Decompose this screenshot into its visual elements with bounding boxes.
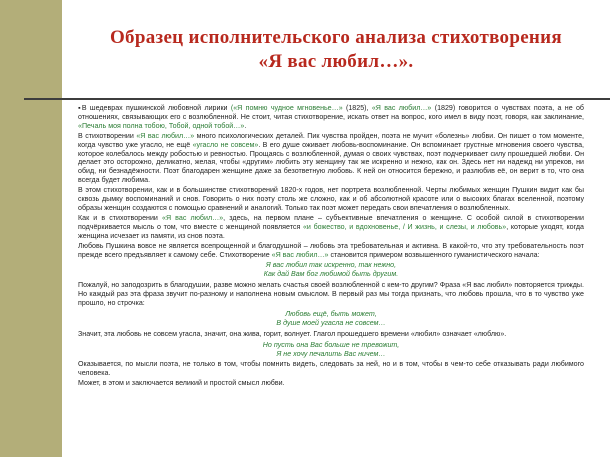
paragraph (78, 242, 584, 260)
text-run: В этом стихотворении, как и в большинстве стихотворений 1820-х годов, нет портрета возлюбленной. Черты любимых женщин Пушкин видит как бы сквозь дымку воспоминаний и снов. Говорить о них поэту столь же сложно, как и об абсолютной красоте или о высоких благах вселенной, поэтому образы женщин создаются с помощью сравнений и аналогий. Только так поэт может передать свои впечатления о возлюбленных. (78, 186, 584, 212)
quote-line: Но пусть она Вас больше не тревожит, (262, 340, 400, 349)
text-run: ▪В шедеврах пушкинской любовной лирики (78, 104, 231, 112)
text-run: Пожалуй, но заподозрить в благодушии, разве можно желать счастья своей возлюбленной с кем-то другим? Фраза «Я вас любил» повторяется трижды. Но каждый раз эта фраза звучит по-разному и наполнена новым смыслом. В первый раз мы тогда признать, что любовь прошла, что в то чувство уже прошло, но строчка: (78, 281, 584, 308)
text-run: , здесь, на первом плане – субъективные впечатления о женщине. С особой силой в стихотворении подчёркивается мысль о том, что вместе с женщиной появляется (78, 213, 584, 231)
quote-line: Как дай Вам бог любимой быть другим. (263, 270, 399, 279)
paragraph (78, 104, 584, 131)
quote-line: Я не хочу печалить Вас ничем… (276, 349, 386, 358)
text-run: , которые уходят, когда женщина исчезает из памяти, из снов поэта. (78, 222, 584, 240)
slide-title (72, 26, 600, 74)
title-divider (24, 98, 610, 100)
quoted-phrase: «Я вас любил…» (162, 213, 224, 222)
text-run: (1829) говорится о чувствах поэта, а не об отношениях, связывающих его с возлюбленной. Не стоит, читая стихотворение, искать ответ на вопрос, кого имел в виду поэт, говоря, как заклинание, (78, 104, 584, 121)
text-run: Оказывается, по мысли поэта, не только в том, чтобы помнить видеть, следовать за ней, но и в том, чтобы в чем-то себе отказывать ради любимого человека. (78, 360, 584, 378)
text-run: становится примером возвышенного гуманистического начала: (328, 250, 540, 259)
text-run: Значит, эта любовь не совсем угасла, значит, она жива, горит, волнует. Глагол прошедшего времени «любил» означает «люблю». (78, 329, 507, 338)
text-run: Любовь Пушкина вовсе не является всепрощенной и благодушной – любовь эта требовательная и активна. В какой-то, что эту требовательность поэт прежде всего предъявляет к самому себе. Стихотворение (78, 241, 584, 259)
text-run: много психологических деталей. Пик чувства пройден, поэта не мучит «болезнь» любви. Он пишет о том моменте, когда чувство уже угасло, не ещё (78, 131, 584, 149)
quote-line: Я вас любил так искренно, так нежно, (265, 261, 397, 270)
analysis-text (78, 104, 584, 389)
title-line-1: Образец исполнительского анализа стихотворения (109, 27, 563, 48)
poem-quote (78, 310, 584, 328)
quoted-phrase: «Я вас любил…» (136, 131, 195, 140)
quoted-phrase: «угасло не совсем» (192, 140, 259, 149)
text-run: Как и в стихотворении (78, 213, 162, 222)
quoted-phrase: «и божество, и вдохновенье, / И жизнь, и слезы, и любовь» (302, 222, 507, 231)
paragraph (78, 330, 584, 339)
quoted-phrase: «Печаль моя полна тобою, Тобой, одной тобой…» (78, 121, 245, 130)
text-run: (1825), (342, 104, 372, 112)
quoted-phrase: «Я вас любил…» (271, 250, 329, 259)
quoted-phrase: «Я вас любил…» (371, 104, 432, 112)
poem-quote (78, 341, 584, 359)
poem-quote (78, 261, 584, 279)
paragraph (78, 214, 584, 241)
quote-line: Любовь ещё, быть может, (285, 309, 377, 318)
side-accent-bar (0, 0, 62, 457)
title-line-2: «Я вас любил…». (258, 51, 414, 72)
paragraph (78, 281, 584, 308)
quote-line: В душе моей угасла не совсем… (276, 318, 386, 327)
text-run: Может, в этом и заключается великий и простой смысл любви. (78, 379, 285, 388)
paragraph (78, 360, 584, 378)
text-run: В стихотворении (78, 131, 137, 140)
paragraph (78, 379, 584, 388)
paragraph (78, 186, 584, 213)
paragraph (78, 132, 584, 185)
quoted-phrase: («Я помню чудное мгновенье…» (230, 104, 343, 112)
text-run: . В его душе оживает любовь-воспоминание. Он вспоминает грустные мгновения своего чувства, которое колебалось между робостью и ревностью. Прощаясь с возлюбленной, думая о своих чувствах, поэт подчеркивает силу прошедшей любви. Он делает это осторожно, деликатно, желая, чтобы «другим» любить эту женщину так же искренно и нежно, как он. Здесь нет ни надежд ни упреков, ни обид, ни безнадёжности. Поэт благодарен женщине даже за безответную любовь. К ней он относится бережно, и разлюбив её, он верит в то, что она всегда будет любима. (78, 140, 584, 185)
text-run: . (244, 121, 247, 130)
